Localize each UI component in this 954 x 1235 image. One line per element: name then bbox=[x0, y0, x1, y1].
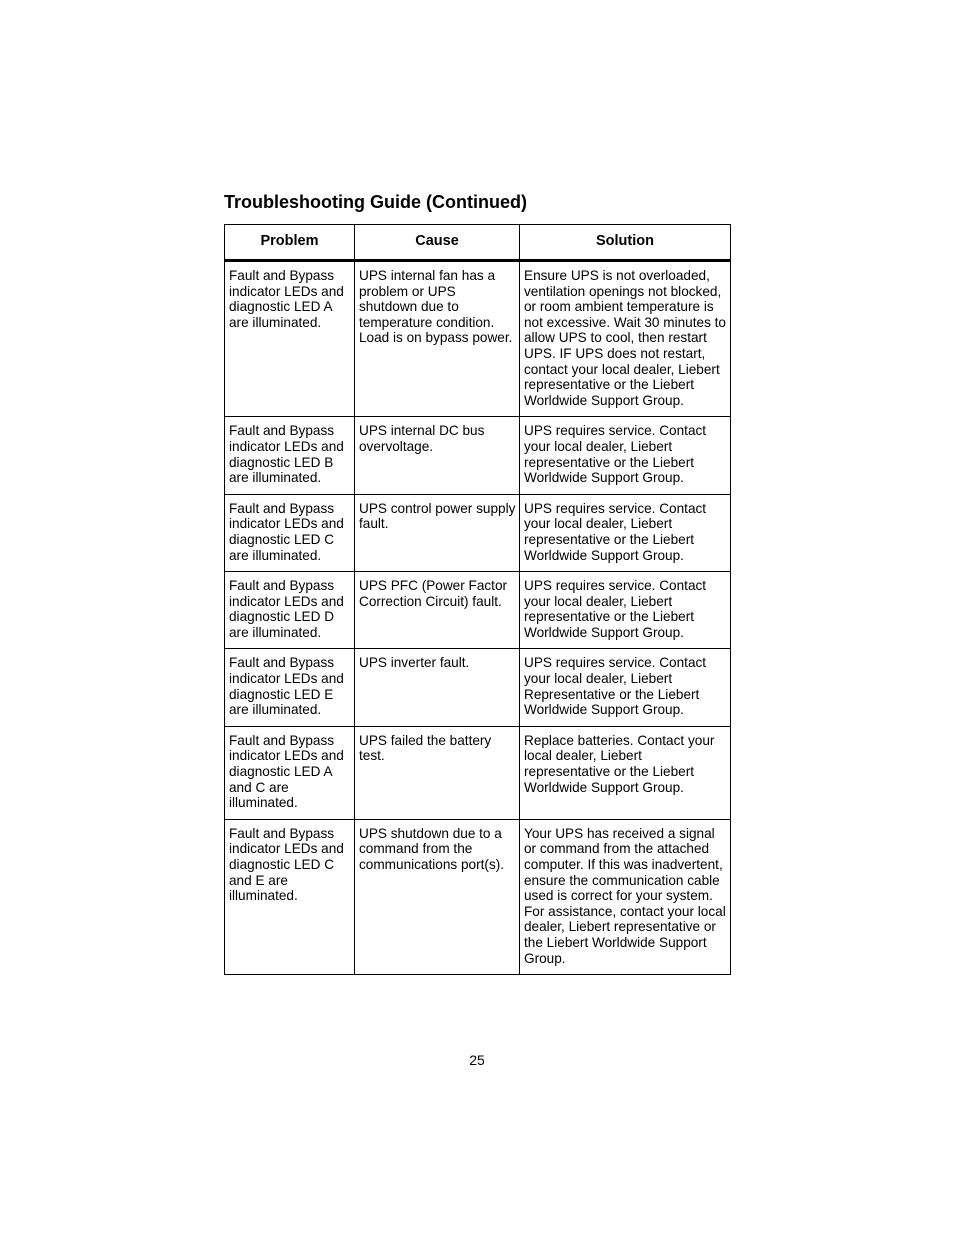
cause-cell: UPS internal fan has a problem or UPS shutdown due to temperature condition. Load is on bypass power. bbox=[355, 261, 520, 417]
table-row bbox=[225, 494, 731, 571]
solution-cell: Replace batteries. Contact your local dealer, Liebert representative or the Liebert Worldwide Support Group. bbox=[520, 726, 731, 819]
table-row bbox=[225, 819, 731, 974]
page-title: Troubleshooting Guide (Continued) bbox=[224, 192, 527, 212]
cause-cell: UPS inverter fault. bbox=[355, 649, 520, 726]
troubleshooting-table bbox=[224, 224, 731, 975]
cause-cell: UPS internal DC bus overvoltage. bbox=[355, 417, 520, 494]
page-number: 25 bbox=[469, 1052, 485, 1068]
cause-cell: UPS control power supply fault. bbox=[355, 494, 520, 571]
table-row bbox=[225, 572, 731, 649]
solution-cell: UPS requires service. Contact your local dealer, Liebert representative or the Liebert Worldwide Support Group. bbox=[520, 417, 731, 494]
solution-cell: UPS requires service. Contact your local dealer, Liebert representative or the Liebert Worldwide Support Group. bbox=[520, 494, 731, 571]
problem-cell: Fault and Bypass indicator LEDs and diagnostic LED B are illuminated. bbox=[225, 417, 355, 494]
problem-cell: Fault and Bypass indicator LEDs and diagnostic LED D are illuminated. bbox=[225, 572, 355, 649]
column-header-cause: Cause bbox=[355, 225, 520, 261]
table-row bbox=[225, 417, 731, 494]
cause-cell: UPS shutdown due to a command from the communications port(s). bbox=[355, 819, 520, 974]
problem-cell: Fault and Bypass indicator LEDs and diagnostic LED A and C are illuminated. bbox=[225, 726, 355, 819]
column-header-problem: Problem bbox=[225, 225, 355, 261]
solution-cell: Ensure UPS is not overloaded, ventilation openings not blocked, or room ambient temperature is not excessive. Wait 30 minutes to allow UPS to cool, then restart UPS. IF UPS does not restart, contact your local dealer, Liebert representative or the Liebert Worldwide Support Group. bbox=[520, 261, 731, 417]
solution-cell: UPS requires service. Contact your local dealer, Liebert Representative or the Liebert Worldwide Support Group. bbox=[520, 649, 731, 726]
table-row bbox=[225, 726, 731, 819]
table-row bbox=[225, 261, 731, 417]
table-row bbox=[225, 649, 731, 726]
problem-cell: Fault and Bypass indicator LEDs and diagnostic LED E are illuminated. bbox=[225, 649, 355, 726]
column-header-solution: Solution bbox=[520, 225, 731, 261]
cause-cell: UPS failed the battery test. bbox=[355, 726, 520, 819]
problem-cell: Fault and Bypass indicator LEDs and diagnostic LED A are illuminated. bbox=[225, 261, 355, 417]
problem-cell: Fault and Bypass indicator LEDs and diagnostic LED C and E are illuminated. bbox=[225, 819, 355, 974]
table-header-row bbox=[225, 225, 731, 261]
solution-cell: UPS requires service. Contact your local dealer, Liebert representative or the Liebert Worldwide Support Group. bbox=[520, 572, 731, 649]
cause-cell: UPS PFC (Power Factor Correction Circuit) fault. bbox=[355, 572, 520, 649]
problem-cell: Fault and Bypass indicator LEDs and diagnostic LED C are illuminated. bbox=[225, 494, 355, 571]
solution-cell: Your UPS has received a signal or command from the attached computer. If this was inadvertent, ensure the communication cable used is correct for your system. For assistance, contact your local dealer, Liebert representative or the Liebert Worldwide Support Group. bbox=[520, 819, 731, 974]
